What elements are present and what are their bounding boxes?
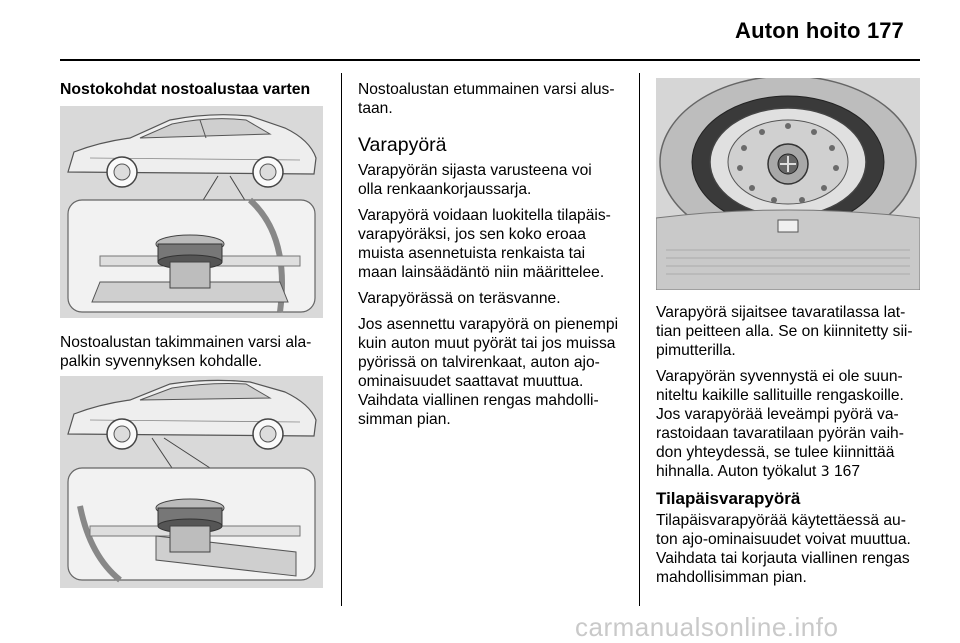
spare-p4-line-6: simman pian.	[358, 411, 451, 428]
spare-p2-line-3: muista asennetuista renkaista tai	[358, 245, 586, 262]
location-p2-line-4: rastoidaan tavaratilaan pyörän vaih-	[656, 425, 904, 442]
spare-p2-line-2: varapyöräksi, jos sen koko eroaa	[358, 226, 586, 243]
cross-reference-page-link[interactable]: 167	[834, 463, 861, 480]
spare-p1-line-1: Varapyörän sijasta varusteena voi	[358, 162, 592, 179]
spare-p1-line-2: olla renkaankorjaussarja.	[358, 181, 532, 198]
spare-p2-line-4: maan lainsäädäntö niin määrittelee.	[358, 264, 605, 281]
temporary-spare-line-1: Tilapäisvarapyörää käytettäessä au-	[656, 512, 906, 529]
location-p2-line-1: Varapyörän syvennystä ei ole suun-	[656, 368, 903, 385]
section-heading-lift-points: Nostokohdat nostoalustaa varten	[60, 81, 311, 98]
spare-p3-line-1: Varapyörässä on teräsvanne.	[358, 290, 561, 307]
intro-line-1: Nostoalustan etummainen varsi alus-	[358, 81, 615, 98]
temporary-spare-line-4: mahdollisimman pian.	[656, 569, 807, 586]
location-p1-line-1: Varapyörä sijaitsee tavaratilassa lat-	[656, 304, 906, 321]
header-rule	[60, 59, 920, 61]
location-p2-line-3: Jos varapyörää leveämpi pyörä va-	[656, 406, 899, 423]
figure-front-lift-point	[60, 376, 323, 588]
location-p2-line-6-text: hihnalla. Auton työkalut	[656, 463, 817, 480]
temporary-spare-line-2: ton ajo-ominaisuudet voivat muuttua.	[656, 531, 911, 548]
running-header-title: Auton hoito	[735, 18, 861, 43]
caption-rear-lift-line-2: palkin syvennyksen kohdalle.	[60, 353, 262, 370]
column-divider-left	[341, 73, 342, 606]
location-p2-line-2: niteltu kaikille sallituille rengaskoille.	[656, 387, 904, 404]
spare-p2-line-1: Varapyörä voidaan luokitella tilapäis-	[358, 207, 611, 224]
caption-rear-lift-line-1: Nostoalustan takimmainen varsi ala-	[60, 334, 312, 351]
location-p2-line-6	[656, 462, 860, 482]
spare-p4-line-5: Vaihdata viallinen rengas mahdolli-	[358, 392, 599, 409]
spare-p4-line-3: pyörissä on talvirenkaat, auton ajo-	[358, 354, 600, 371]
figure-rear-lift-point	[60, 106, 323, 318]
location-p1-line-2: tian peitteen alla. Se on kiinnitetty sii-	[656, 323, 913, 340]
watermark: carmanualsonline.info	[575, 612, 839, 642]
subsection-title-temporary-spare: Tilapäisvarapyörä	[656, 489, 801, 508]
spare-p4-line-4: ominaisuudet saattavat muuttua.	[358, 373, 584, 390]
figure-spare-wheel-trunk	[656, 78, 920, 290]
spare-p4-line-1: Jos asennettu varapyörä on pienempi	[358, 316, 619, 333]
section-title-spare-wheel: Varapyörä	[358, 134, 447, 156]
intro-line-2: taan.	[358, 100, 393, 117]
temporary-spare-line-3: Vaihdata tai korjauta viallinen rengas	[656, 550, 910, 567]
page-number: 177	[867, 18, 904, 43]
spare-p4-line-2: kuin auton muut pyörät tai jos muissa	[358, 335, 616, 352]
cross-reference-arrow-icon: 3	[820, 464, 830, 480]
column-divider-right	[639, 73, 640, 606]
location-p1-line-3: pimutterilla.	[656, 342, 736, 359]
location-p2-line-5: don yhteydessä, se tulee kiinnittää	[656, 444, 895, 461]
